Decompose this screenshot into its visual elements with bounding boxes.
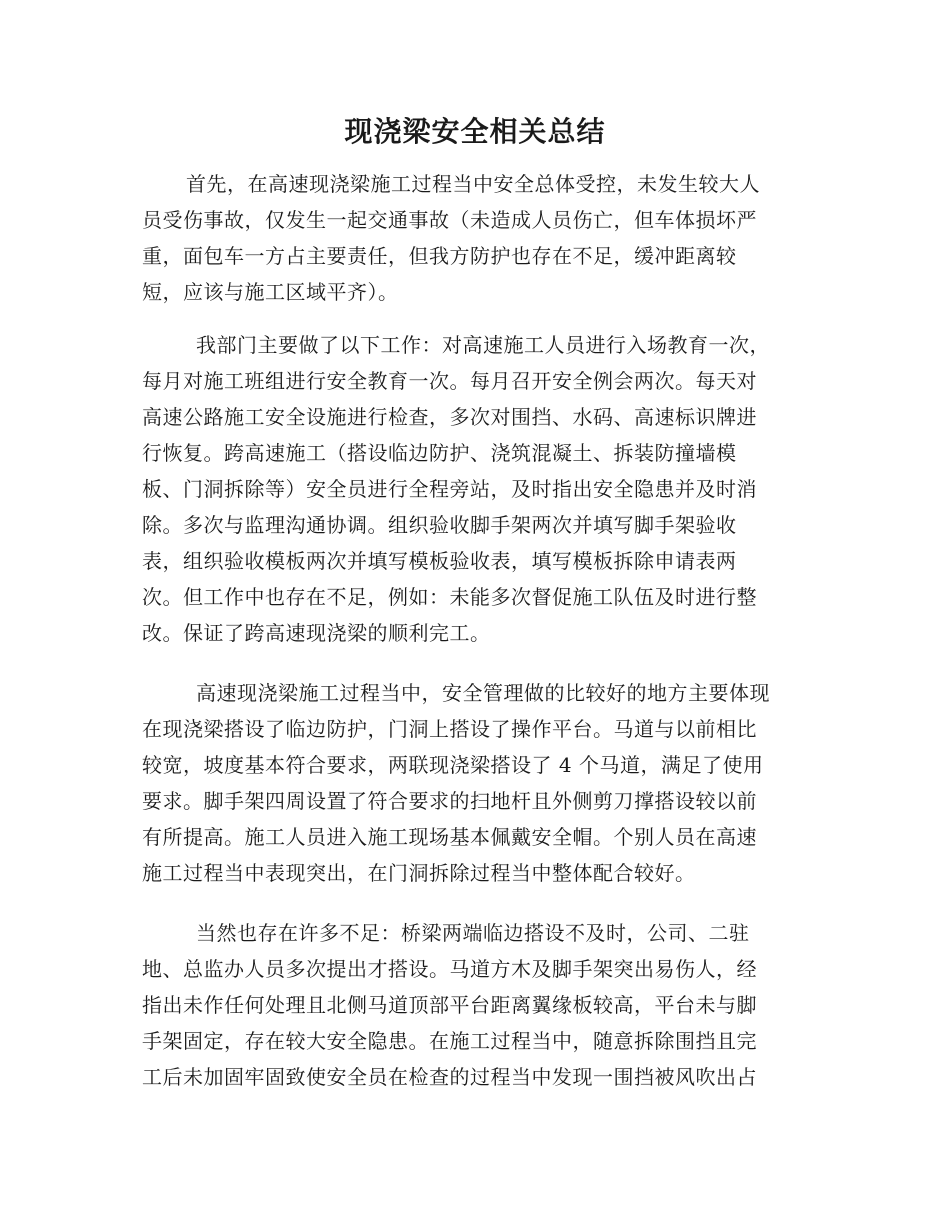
- paragraph-line: 有所提高。施工人员进入施工现场基本佩戴安全帽。个别人员在高速: [142, 825, 757, 849]
- paragraph-line: 改。保证了跨高速现浇梁的顺利完工。: [142, 621, 491, 645]
- paragraph-line: 在现浇梁搭设了临边防护，门洞上搭设了操作平台。马道与以前相比: [142, 717, 757, 741]
- paragraph-line: 员受伤事故，仅发生一起交通事故（未造成人员伤亡，但车体损坏严: [142, 208, 757, 232]
- paragraph-1: [142, 166, 806, 310]
- paragraph-line: 要求。脚手架四周设置了符合要求的扫地杆且外侧剪刀撑搭设较以前: [142, 789, 757, 813]
- paragraph-line: 除。多次与监理沟通协调。组织验收脚手架两次并填写脚手架验收: [142, 513, 737, 537]
- paragraph-line: 手架固定，存在较大安全隐患。在施工过程当中，随意拆除围挡且完: [142, 1029, 757, 1053]
- paragraph-line: 高速公路施工安全设施进行检查，多次对围挡、水码、高速标识牌进: [142, 405, 757, 429]
- paragraph-line: 行恢复。跨高速施工（搭设临边防护、浇筑混凝土、拆装防撞墙模: [142, 441, 737, 465]
- paragraph-line: 高速现浇梁施工过程当中，安全管理做的比较好的地方主要体现: [196, 681, 770, 705]
- paragraph-line: 短，应该与施工区域平齐）。: [142, 280, 399, 304]
- paragraph-line: 次。但工作中也存在不足，例如：未能多次督促施工队伍及时进行整: [142, 585, 757, 609]
- paragraph-line: 较宽，坡度基本符合要求，两联现浇梁搭设了 4 个马道，满足了使用: [142, 753, 764, 777]
- paragraph-line: 表，组织验收模板两次并填写模板验收表，填写模板拆除申请表两: [142, 549, 737, 573]
- paragraph-line: 重，面包车一方占主要责任，但我方防护也存在不足，缓冲距离较: [142, 244, 737, 268]
- paragraph-line: 地、总监办人员多次提出才搭设。马道方木及脚手架突出易伤人，经: [142, 957, 757, 981]
- document-title: 现浇梁安全相关总结: [344, 115, 606, 148]
- paragraph-line: 每月对施工班组进行安全教育一次。每月召开安全例会两次。每天对: [142, 369, 757, 393]
- paragraph-4: [142, 915, 806, 1095]
- paragraph-line: 首先，在高速现浇梁施工过程当中安全总体受控，未发生较大人: [186, 172, 760, 196]
- paragraph-line: 板、门洞拆除等）安全员进行全程旁站，及时指出安全隐患并及时消: [142, 477, 757, 501]
- paragraph-line: 当然也存在许多不足：桥梁两端临边搭设不及时，公司、二驻: [196, 921, 750, 945]
- paragraph-2: [142, 327, 806, 651]
- paragraph-line: 指出未作任何处理且北侧马道顶部平台距离翼缘板较高，平台未与脚: [142, 993, 757, 1017]
- paragraph-3: [142, 675, 806, 891]
- paragraph-line: 我部门主要做了以下工作：对高速施工人员进行入场教育一次，: [196, 333, 770, 357]
- paragraph-line: 工后未加固牢固致使安全员在检查的过程当中发现一围挡被风吹出占: [142, 1065, 757, 1089]
- paragraph-line: 施工过程当中表现突出，在门洞拆除过程当中整体配合较好。: [142, 861, 696, 885]
